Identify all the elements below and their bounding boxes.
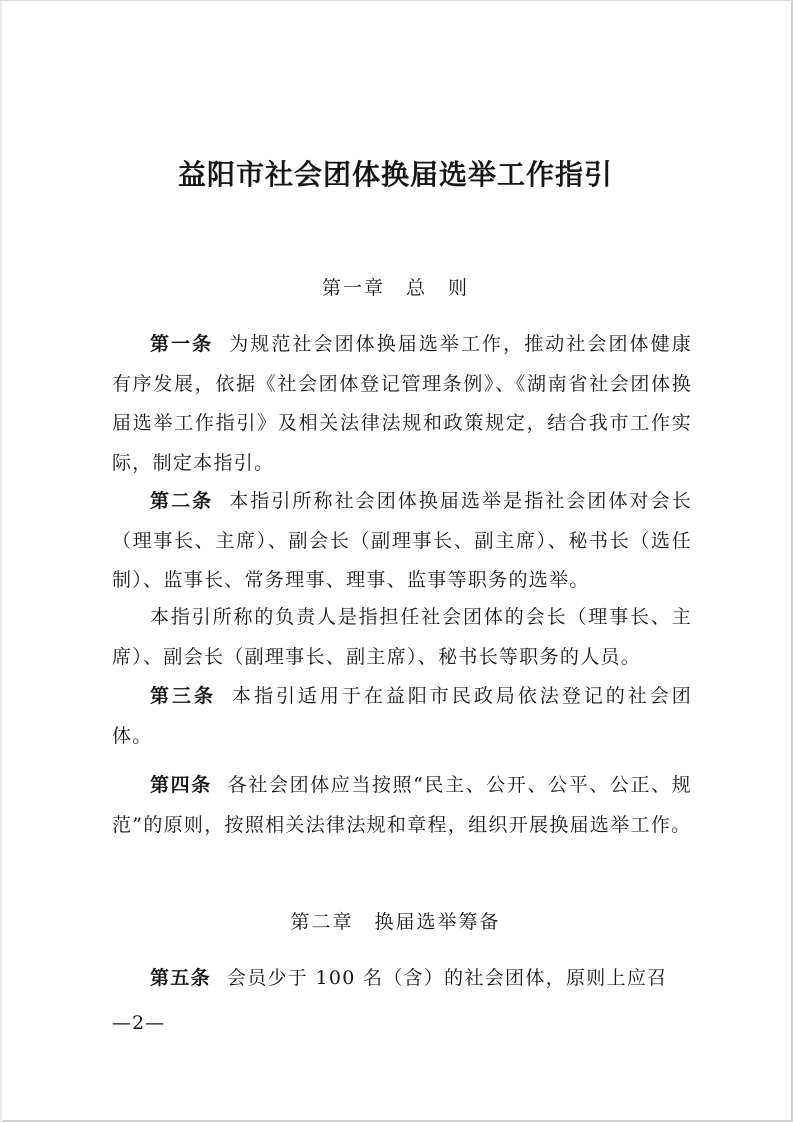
- article-text: 会员少于 100 名（含）的社会团体，原则上应召: [226, 967, 668, 989]
- chapter-heading-1: 第一章 总 则: [321, 277, 469, 299]
- page-number: —2—: [112, 1012, 166, 1034]
- article-text: 本指引所称社会团体换届选举是指社会团体对会长（理事长、主席）、副会长（副理事长、副主席）、秘书长（选任制）、监事长、常务理事、理事、监事等职务的选举。: [112, 490, 692, 591]
- article-paragraph: [112, 766, 692, 845]
- article-label: 第一条: [150, 333, 214, 355]
- article-paragraph: [112, 959, 692, 999]
- article-label: 第三条: [150, 685, 216, 707]
- article-paragraph: [112, 482, 692, 601]
- article-paragraph: [112, 325, 692, 483]
- article-text: 本指引所称的负责人是指担任社会团体的会长（理事长、主席）、副会长（副理事长、副主席）、秘书长等职务的人员。: [112, 606, 692, 668]
- article-label: 第四条: [150, 774, 212, 796]
- document-title: 益阳市社会团体换届选举工作指引: [177, 158, 613, 191]
- article-label: 第五条: [150, 967, 211, 989]
- article-text: 为规范社会团体换届选举工作，推动社会团体健康有序发展，依据《社会团体登记管理条例》、《湖南省社会团体换届选举工作指引》及相关法律法规和政策规定，结合我市工作实际，制定本指引。: [112, 333, 692, 474]
- article-text: 本指引适用于在益阳市民政局依法登记的社会团体。: [112, 685, 692, 747]
- chapter-heading-2: 第二章 换届选举筹备: [290, 911, 501, 933]
- article-paragraph: [112, 677, 692, 756]
- article-paragraph: [112, 598, 692, 677]
- article-label: 第二条: [150, 490, 214, 512]
- article-text: 各社会团体应当按照“民主、公开、公平、公正、规范”的原则，按照相关法律法规和章程，组织开展换届选举工作。: [112, 774, 692, 836]
